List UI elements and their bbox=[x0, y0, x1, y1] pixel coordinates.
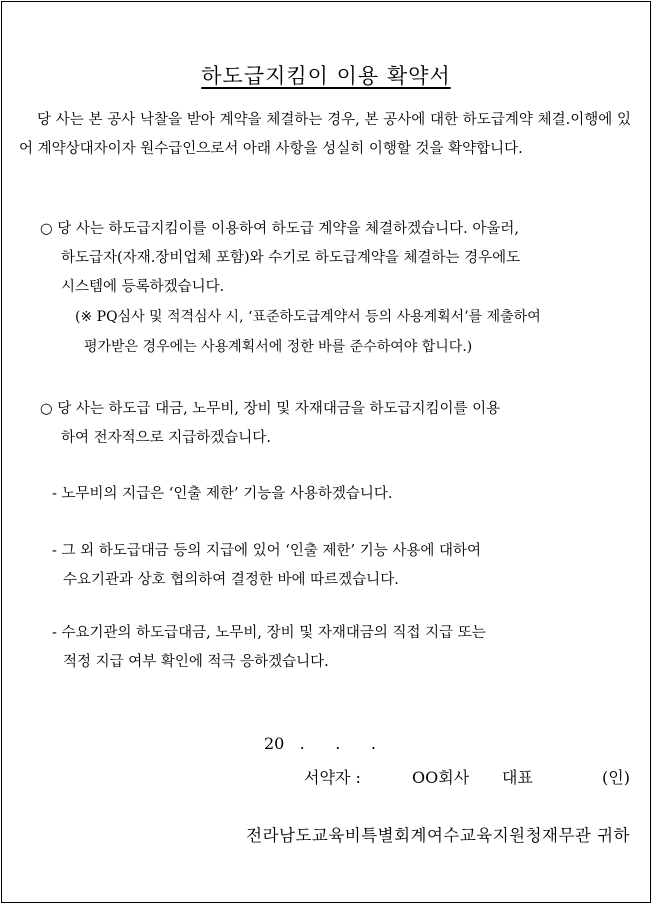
dash-text: 적정 지급 여부 확인에 적극 응하겠습니다. bbox=[63, 654, 329, 670]
bullet-item-1 bbox=[40, 215, 631, 362]
document-page bbox=[1, 1, 651, 903]
note-text: (※ PQ심사 및 적격심사 시, ‘표준하도급계약서 등의 사용계획서’를 제출하여 bbox=[75, 309, 541, 325]
bullet-marker: ○ bbox=[40, 221, 53, 237]
bullet-text: 당 사는 하도급지킴이를 이용하여 하도급 계약을 체결하겠습니다. 아울러, bbox=[57, 221, 519, 237]
dash-item-2 bbox=[52, 537, 631, 595]
bullet-text: 당 사는 하도급 대금, 노무비, 장비 및 자재대금을 하도급지킴이를 이용 bbox=[57, 401, 501, 417]
seal-mark: (인) bbox=[602, 768, 630, 787]
dash-text: - 노무비의 지급은 ‘인출 제한’ 기능을 사용하겠습니다. bbox=[52, 486, 393, 502]
dash-text: 수요기관과 상호 협의하여 결정한 바에 따르겠습니다. bbox=[63, 572, 399, 588]
representative-label: 대표 bbox=[502, 768, 533, 787]
intro-paragraph: 당 사는 본 공사 낙찰을 받아 계약을 체결하는 경우, 본 공사에 대한 하도급계약 체결.이행에 있어 계약상대자이자 원수급인으로서 아래 사항을 성실히 이행할 것을 확약합니다. bbox=[19, 112, 631, 157]
bullet-item-2 bbox=[40, 395, 631, 453]
company-name: OO회사 bbox=[412, 768, 470, 787]
dash-item-1 bbox=[52, 480, 631, 509]
document-title: 하도급지킴이 이용 확약서 bbox=[201, 64, 451, 88]
signer-label: 서약자 : bbox=[304, 768, 361, 787]
date-text: 20 . . . bbox=[264, 734, 376, 753]
note-text: 평가받은 경우에는 사용계획서에 정한 바를 준수하여야 합니다.) bbox=[84, 339, 473, 355]
bullet-text: 시스템에 등록하겠습니다. bbox=[61, 279, 225, 295]
bullet-marker: ○ bbox=[40, 401, 53, 417]
recipient-line: 전라남도교육비특별회계여수교육지원청재무관 귀하 bbox=[246, 826, 630, 845]
dash-text: - 그 외 하도급대금 등의 지급에 있어 ‘인출 제한’ 기능 사용에 대하여 bbox=[52, 543, 481, 559]
bullet-text: 하도급자(자재.장비업체 포함)와 수기로 하도급계약을 체결하는 경우에도 bbox=[61, 250, 521, 266]
dash-item-3 bbox=[52, 619, 631, 677]
date-line bbox=[264, 734, 376, 753]
bullet-text: 하여 전자적으로 지급하겠습니다. bbox=[61, 430, 271, 446]
bullet-note bbox=[40, 302, 631, 362]
dash-text: - 수요기관의 하도급대금, 노무비, 장비 및 자재대금의 직접 지급 또는 bbox=[52, 625, 486, 641]
